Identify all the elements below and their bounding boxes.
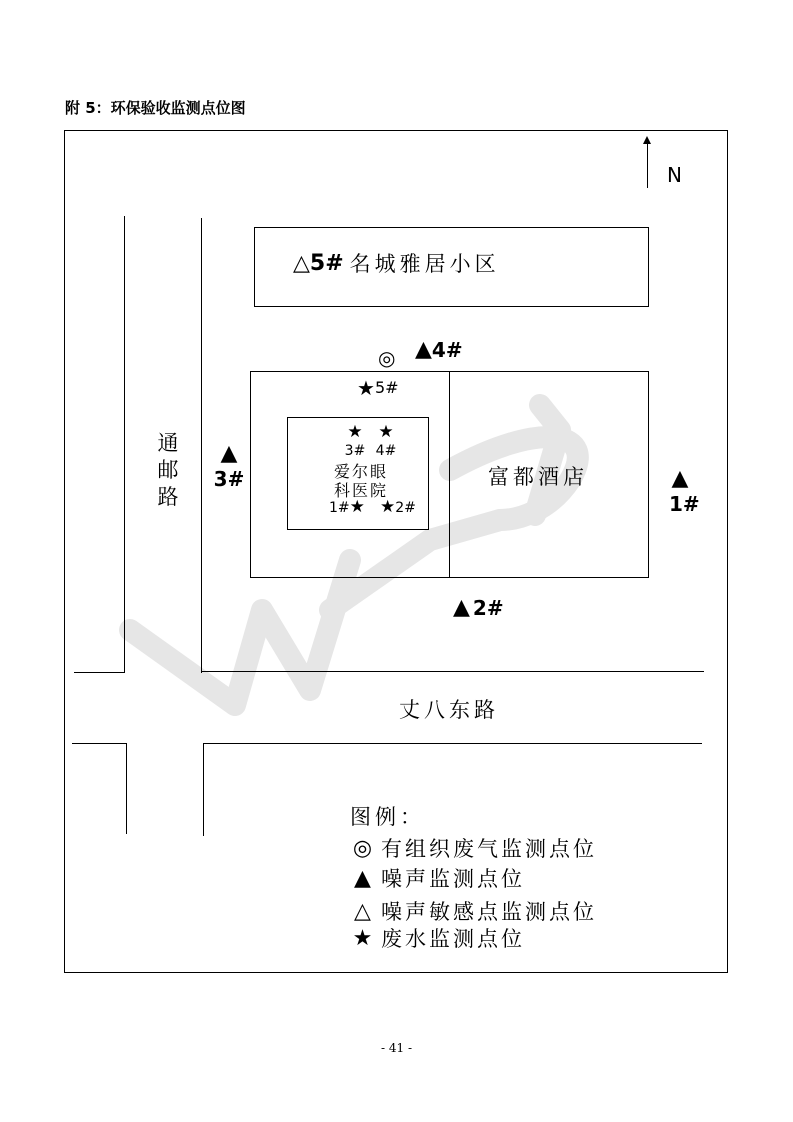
road-south-bottom-right	[203, 743, 702, 744]
water-point-icon: ★	[357, 376, 375, 400]
page-number: - 41 -	[380, 1041, 412, 1055]
residence-label	[293, 253, 500, 275]
noise-point-1: ▲ 1#	[669, 466, 700, 516]
road-south-bottom-left	[72, 743, 127, 744]
noise-point-icon: ▲	[354, 866, 374, 891]
noise-point-4: ▲ 4#	[415, 337, 463, 362]
noise-sensitive-point-icon: △	[354, 899, 374, 924]
noise-sensitive-point-icon: △	[293, 251, 310, 276]
gas-monitoring-point-icon: ◎	[352, 836, 376, 861]
road-south-top-left	[74, 672, 125, 673]
road-west-edge-left	[124, 216, 125, 673]
water-point-5: ★ 5#	[357, 376, 399, 400]
noise-point-icon: ▲	[671, 466, 689, 491]
water-point-3: ★ 3#	[344, 422, 366, 459]
hotel-name: 富都酒店	[488, 465, 588, 489]
legend-title: 图例：	[350, 805, 425, 829]
legend-item-noise-sensitive: △ 噪声敏感点监测点位	[347, 901, 597, 923]
noise-point-3: ▲ 3#	[213, 441, 245, 491]
water-point-1: 1# ★	[329, 497, 365, 517]
noise-point-2: ▲ 2#	[453, 595, 504, 620]
road-west-edge-right	[201, 218, 202, 673]
road-south-top-right	[201, 671, 704, 672]
road-west-lower-left	[126, 744, 127, 834]
noise-point-icon: ▲	[220, 441, 238, 466]
gas-monitoring-point-icon: ◎	[378, 346, 396, 370]
residence-point-id: 5#	[309, 251, 344, 276]
noise-point-icon: ▲	[453, 595, 470, 620]
road-south-label: 丈八东路	[399, 698, 499, 722]
page-heading: 附 5：环保验收监测点位图	[65, 99, 246, 117]
noise-point-icon: ▲	[415, 337, 432, 362]
north-label: N	[667, 163, 682, 187]
water-point-icon: ★	[378, 422, 394, 442]
road-west-label: 通 邮 路	[157, 431, 179, 509]
water-point-icon: ★	[352, 926, 376, 951]
residence-name: 名城雅居小区	[349, 251, 500, 276]
water-point-icon: ★	[380, 497, 396, 517]
legend-item-water: ★ 废水监测点位	[347, 928, 525, 950]
water-point-icon: ★	[347, 422, 363, 442]
water-point-2: ★ 2#	[380, 497, 416, 517]
legend-item-gas: ◎ 有组织废气监测点位	[347, 838, 597, 860]
water-point-icon: ★	[349, 497, 365, 517]
legend-item-noise: ▲ 噪声监测点位	[347, 868, 525, 890]
north-arrow-icon	[643, 136, 651, 144]
road-west-lower-right	[203, 744, 204, 836]
water-point-4: ★ 4#	[375, 422, 397, 459]
hospital-name: 爱尔眼 科医院	[334, 462, 389, 500]
north-arrow-shaft	[647, 140, 648, 188]
